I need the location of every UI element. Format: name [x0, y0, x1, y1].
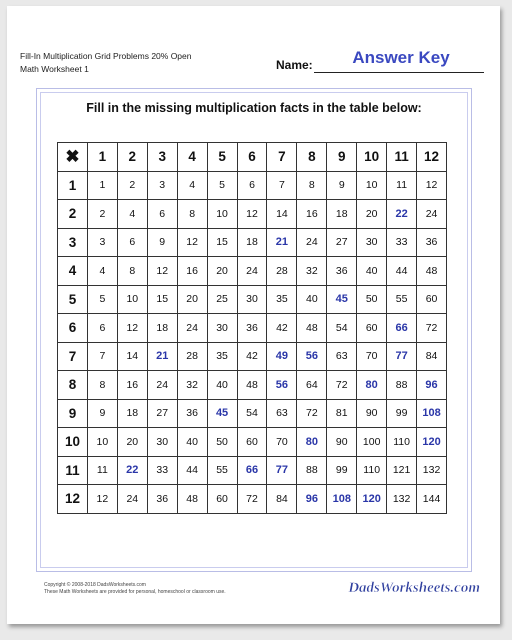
product-cell: 8: [87, 371, 117, 400]
dadsworksheets-logo: [332, 575, 482, 599]
product-cell: 16: [297, 200, 327, 229]
product-cell: 50: [357, 285, 387, 314]
product-cell: 20: [357, 200, 387, 229]
product-cell: 48: [237, 371, 267, 400]
product-cell: 60: [417, 285, 447, 314]
product-cell: 12: [237, 200, 267, 229]
column-header: 2: [117, 143, 147, 172]
table-row: [58, 428, 447, 457]
column-header: 8: [297, 143, 327, 172]
product-cell: 63: [267, 399, 297, 428]
product-cell: 30: [237, 285, 267, 314]
product-cell: 4: [87, 257, 117, 286]
answer-cell: 96: [297, 485, 327, 514]
answer-cell: 96: [417, 371, 447, 400]
table-row: [58, 342, 447, 371]
product-cell: 72: [237, 485, 267, 514]
table-row: [58, 314, 447, 343]
product-cell: 40: [177, 428, 207, 457]
product-cell: 99: [327, 456, 357, 485]
product-cell: 28: [177, 342, 207, 371]
product-cell: 9: [87, 399, 117, 428]
product-cell: 24: [117, 485, 147, 514]
product-cell: 10: [357, 171, 387, 200]
row-header: 11: [58, 456, 88, 485]
product-cell: 3: [87, 228, 117, 257]
product-cell: 10: [207, 200, 237, 229]
table-row: [58, 171, 447, 200]
product-cell: 18: [147, 314, 177, 343]
product-cell: 9: [327, 171, 357, 200]
answer-cell: 120: [417, 428, 447, 457]
product-cell: 63: [327, 342, 357, 371]
column-header: 4: [177, 143, 207, 172]
product-cell: 48: [177, 485, 207, 514]
product-cell: 15: [147, 285, 177, 314]
row-header: 12: [58, 485, 88, 514]
column-header: 3: [147, 143, 177, 172]
product-cell: 18: [117, 399, 147, 428]
product-cell: 30: [357, 228, 387, 257]
product-cell: 14: [117, 342, 147, 371]
product-cell: 9: [147, 228, 177, 257]
table-row: [58, 200, 447, 229]
product-cell: 15: [207, 228, 237, 257]
product-cell: 27: [327, 228, 357, 257]
usage-note: These Math Worksheets are provided for personal, homeschool or classroom use.: [44, 589, 226, 595]
product-cell: 10: [117, 285, 147, 314]
table-row: [58, 456, 447, 485]
product-cell: 36: [147, 485, 177, 514]
column-header: 1: [87, 143, 117, 172]
product-cell: 27: [147, 399, 177, 428]
product-cell: 20: [207, 257, 237, 286]
product-cell: 32: [297, 257, 327, 286]
column-header: 11: [387, 143, 417, 172]
product-cell: 20: [117, 428, 147, 457]
answer-cell: 56: [267, 371, 297, 400]
product-cell: 24: [177, 314, 207, 343]
product-cell: 35: [267, 285, 297, 314]
table-row: [58, 371, 447, 400]
table-header-row: [58, 143, 447, 172]
row-header: 5: [58, 285, 88, 314]
product-cell: 42: [267, 314, 297, 343]
column-header: 6: [237, 143, 267, 172]
product-cell: 54: [327, 314, 357, 343]
answer-cell: 77: [387, 342, 417, 371]
row-header: 7: [58, 342, 88, 371]
name-field: [276, 50, 486, 74]
answer-cell: 108: [417, 399, 447, 428]
product-cell: 3: [147, 171, 177, 200]
logo-text: DadsWorksheets.com: [348, 580, 480, 596]
product-cell: 6: [237, 171, 267, 200]
product-cell: 32: [177, 371, 207, 400]
product-cell: 6: [147, 200, 177, 229]
product-cell: 2: [117, 171, 147, 200]
answer-cell: 22: [387, 200, 417, 229]
product-cell: 14: [267, 200, 297, 229]
product-cell: 70: [267, 428, 297, 457]
column-header: 10: [357, 143, 387, 172]
table-row: [58, 399, 447, 428]
product-cell: 50: [207, 428, 237, 457]
product-cell: 55: [387, 285, 417, 314]
column-header: 9: [327, 143, 357, 172]
answer-cell: 77: [267, 456, 297, 485]
product-cell: 4: [177, 171, 207, 200]
product-cell: 7: [267, 171, 297, 200]
title-line-1: Fill-In Multiplication Grid Problems 20% Open: [20, 51, 192, 61]
product-cell: 5: [207, 171, 237, 200]
row-header: 1: [58, 171, 88, 200]
worksheet-title: [20, 50, 220, 76]
product-cell: 81: [327, 399, 357, 428]
product-cell: 72: [297, 399, 327, 428]
name-label: Name:: [276, 58, 313, 72]
product-cell: 35: [207, 342, 237, 371]
product-cell: 72: [327, 371, 357, 400]
product-cell: 33: [147, 456, 177, 485]
product-cell: 11: [387, 171, 417, 200]
column-header: 5: [207, 143, 237, 172]
product-cell: 8: [297, 171, 327, 200]
answer-cell: 49: [267, 342, 297, 371]
answer-cell: 80: [357, 371, 387, 400]
product-cell: 6: [117, 228, 147, 257]
product-cell: 44: [387, 257, 417, 286]
product-cell: 40: [297, 285, 327, 314]
product-cell: 12: [177, 228, 207, 257]
product-cell: 48: [417, 257, 447, 286]
product-cell: 5: [87, 285, 117, 314]
column-header: 7: [267, 143, 297, 172]
answer-cell: 66: [237, 456, 267, 485]
product-cell: 18: [327, 200, 357, 229]
product-cell: 88: [387, 371, 417, 400]
multiply-icon: ✖: [58, 143, 88, 172]
answer-cell: 108: [327, 485, 357, 514]
product-cell: 30: [147, 428, 177, 457]
product-cell: 16: [117, 371, 147, 400]
product-cell: 88: [297, 456, 327, 485]
product-cell: 84: [417, 342, 447, 371]
answer-cell: 120: [357, 485, 387, 514]
copyright-text: Copyright © 2008-2018 DadsWorksheets.com: [44, 582, 146, 588]
product-cell: 36: [417, 228, 447, 257]
product-cell: 90: [327, 428, 357, 457]
product-cell: 10: [87, 428, 117, 457]
row-header: 10: [58, 428, 88, 457]
product-cell: 60: [237, 428, 267, 457]
row-header: 3: [58, 228, 88, 257]
row-header: 8: [58, 371, 88, 400]
answer-cell: 22: [117, 456, 147, 485]
table-body: [58, 171, 447, 513]
title-line-2: Math Worksheet 1: [20, 64, 89, 74]
product-cell: 4: [117, 200, 147, 229]
product-cell: 6: [87, 314, 117, 343]
product-cell: 12: [117, 314, 147, 343]
product-cell: 12: [417, 171, 447, 200]
product-cell: 110: [387, 428, 417, 457]
product-cell: 110: [357, 456, 387, 485]
answer-cell: 21: [267, 228, 297, 257]
product-cell: 36: [177, 399, 207, 428]
multiplication-table: [57, 142, 447, 514]
row-header: 2: [58, 200, 88, 229]
product-cell: 144: [417, 485, 447, 514]
table-row: [58, 485, 447, 514]
product-cell: 20: [177, 285, 207, 314]
product-cell: 8: [177, 200, 207, 229]
product-cell: 24: [147, 371, 177, 400]
product-cell: 30: [207, 314, 237, 343]
product-cell: 100: [357, 428, 387, 457]
table-row: [58, 228, 447, 257]
product-cell: 60: [357, 314, 387, 343]
answer-cell: 56: [297, 342, 327, 371]
product-cell: 1: [87, 171, 117, 200]
product-cell: 70: [357, 342, 387, 371]
product-cell: 18: [237, 228, 267, 257]
product-cell: 84: [267, 485, 297, 514]
row-header: 9: [58, 399, 88, 428]
table-row: [58, 257, 447, 286]
answer-cell: 45: [327, 285, 357, 314]
product-cell: 60: [207, 485, 237, 514]
row-header: 6: [58, 314, 88, 343]
product-cell: 12: [87, 485, 117, 514]
answer-key-label: Answer Key: [352, 48, 450, 67]
product-cell: 12: [147, 257, 177, 286]
answer-cell: 45: [207, 399, 237, 428]
column-header: 12: [417, 143, 447, 172]
product-cell: 132: [417, 456, 447, 485]
answer-cell: 21: [147, 342, 177, 371]
product-cell: 121: [387, 456, 417, 485]
product-cell: 24: [417, 200, 447, 229]
product-cell: 16: [177, 257, 207, 286]
product-cell: 7: [87, 342, 117, 371]
product-cell: 24: [237, 257, 267, 286]
answer-cell: 66: [387, 314, 417, 343]
product-cell: 72: [417, 314, 447, 343]
row-header: 4: [58, 257, 88, 286]
product-cell: 40: [357, 257, 387, 286]
product-cell: 90: [357, 399, 387, 428]
product-cell: 40: [207, 371, 237, 400]
product-cell: 44: [177, 456, 207, 485]
product-cell: 55: [207, 456, 237, 485]
instruction-text: Fill in the missing multiplication facts in the table below:: [86, 101, 422, 115]
product-cell: 54: [237, 399, 267, 428]
product-cell: 42: [237, 342, 267, 371]
product-cell: 36: [237, 314, 267, 343]
table-row: [58, 285, 447, 314]
product-cell: 8: [117, 257, 147, 286]
product-cell: 132: [387, 485, 417, 514]
product-cell: 2: [87, 200, 117, 229]
answer-cell: 80: [297, 428, 327, 457]
product-cell: 99: [387, 399, 417, 428]
product-cell: 48: [297, 314, 327, 343]
product-cell: 25: [207, 285, 237, 314]
product-cell: 11: [87, 456, 117, 485]
footer-copyright: [44, 582, 226, 596]
product-cell: 64: [297, 371, 327, 400]
product-cell: 33: [387, 228, 417, 257]
product-cell: 24: [297, 228, 327, 257]
name-underline: [314, 72, 484, 73]
product-cell: 36: [327, 257, 357, 286]
product-cell: 28: [267, 257, 297, 286]
